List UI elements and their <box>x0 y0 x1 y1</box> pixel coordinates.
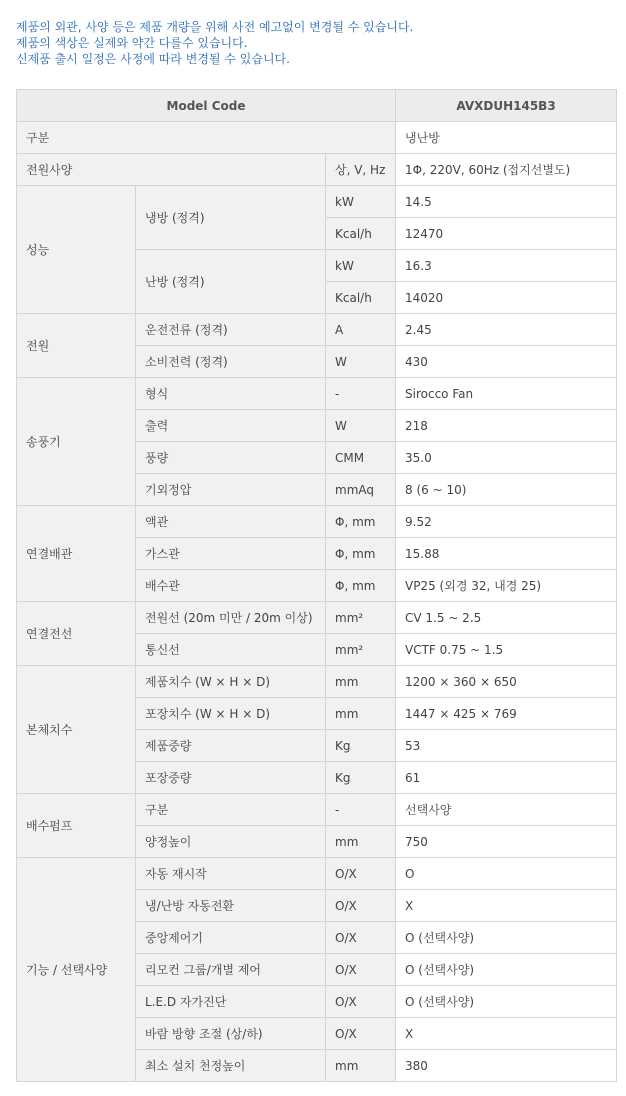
group-fan: 송풍기 <box>17 378 136 506</box>
item-cell: 자동 재시작 <box>136 858 326 890</box>
value-cell: O (선택사양) <box>396 986 617 1018</box>
item-cell: 중앙제어기 <box>136 922 326 954</box>
item-cell: 가스관 <box>136 538 326 570</box>
item-cell: 출력 <box>136 410 326 442</box>
item-cell: 형식 <box>136 378 326 410</box>
item-cell: 바람 방향 조절 (상/하) <box>136 1018 326 1050</box>
power-spec-value: 1Φ, 220V, 60Hz (접지선별도) <box>396 154 617 186</box>
unit-cell: O/X <box>326 986 396 1018</box>
item-cell: 포장치수 (W × H × D) <box>136 698 326 730</box>
notice-line: 신제품 출시 일정은 사정에 따라 변경될 수 있습니다. <box>16 52 290 66</box>
unit-cell: Kg <box>326 762 396 794</box>
value-cell: 선택사양 <box>396 794 617 826</box>
value-cell: 8 (6 ~ 10) <box>396 474 617 506</box>
table-row <box>17 666 617 698</box>
item-cell: L.E.D 자가진단 <box>136 986 326 1018</box>
unit-cell: mm <box>326 826 396 858</box>
notice-line: 제품의 외관, 사양 등은 제품 개량을 위해 사전 예고없이 변경될 수 있습니다. <box>16 20 414 34</box>
model-name-header: AVXDUH145B3 <box>396 90 617 122</box>
table-row <box>17 378 617 410</box>
unit-cell: CMM <box>326 442 396 474</box>
value-cell: 16.3 <box>396 250 617 282</box>
value-cell: Sirocco Fan <box>396 378 617 410</box>
item-cell: 제품중량 <box>136 730 326 762</box>
type-value: 냉난방 <box>396 122 617 154</box>
unit-cell: A <box>326 314 396 346</box>
unit-cell: mm <box>326 666 396 698</box>
notice-line: 제품의 색상은 실제와 약간 다를수 있습니다. <box>16 36 248 50</box>
value-cell: 14020 <box>396 282 617 314</box>
item-cell: 최소 설치 천정높이 <box>136 1050 326 1082</box>
unit-cell: Φ, mm <box>326 570 396 602</box>
unit-cell: W <box>326 410 396 442</box>
table-row <box>17 858 617 890</box>
value-cell: VCTF 0.75 ~ 1.5 <box>396 634 617 666</box>
table-row <box>17 122 617 154</box>
unit-cell: Φ, mm <box>326 538 396 570</box>
item-cell: 액관 <box>136 506 326 538</box>
unit-cell: mm² <box>326 634 396 666</box>
power-spec-label: 전원사양 <box>17 154 326 186</box>
table-row <box>17 602 617 634</box>
unit-cell: mm <box>326 698 396 730</box>
value-cell: X <box>396 890 617 922</box>
unit-cell: O/X <box>326 890 396 922</box>
group-power: 전원 <box>17 314 136 378</box>
unit-cell: - <box>326 794 396 826</box>
unit-cell: O/X <box>326 954 396 986</box>
unit-cell: mmAq <box>326 474 396 506</box>
unit-cell: mm² <box>326 602 396 634</box>
item-cell: 제품치수 (W × H × D) <box>136 666 326 698</box>
unit-cell: mm <box>326 1050 396 1082</box>
unit-cell: Φ, mm <box>326 506 396 538</box>
unit-cell: Kg <box>326 730 396 762</box>
model-code-header: Model Code <box>17 90 396 122</box>
item-cell: 포장중량 <box>136 762 326 794</box>
table-row <box>17 154 617 186</box>
group-piping: 연결배관 <box>17 506 136 602</box>
value-cell: VP25 (외경 32, 내경 25) <box>396 570 617 602</box>
unit-cell: - <box>326 378 396 410</box>
value-cell: O <box>396 858 617 890</box>
value-cell: 9.52 <box>396 506 617 538</box>
item-cell: 기외정압 <box>136 474 326 506</box>
item-cell: 통신선 <box>136 634 326 666</box>
unit-cell: Kcal/h <box>326 282 396 314</box>
value-cell: 1200 × 360 × 650 <box>396 666 617 698</box>
value-cell: 53 <box>396 730 617 762</box>
table-row <box>17 314 617 346</box>
item-cell: 풍량 <box>136 442 326 474</box>
notice-list <box>16 19 413 67</box>
item-cell: 배수관 <box>136 570 326 602</box>
unit-cell: O/X <box>326 858 396 890</box>
value-cell: 2.45 <box>396 314 617 346</box>
value-cell: O (선택사양) <box>396 954 617 986</box>
table-header-row <box>17 90 617 122</box>
unit-cell: kW <box>326 250 396 282</box>
item-cell: 양정높이 <box>136 826 326 858</box>
unit-cell: W <box>326 346 396 378</box>
unit-cell: O/X <box>326 922 396 954</box>
item-cell: 리모컨 그룹/개별 제어 <box>136 954 326 986</box>
group-pump: 배수펌프 <box>17 794 136 858</box>
value-cell: 15.88 <box>396 538 617 570</box>
value-cell: 1447 × 425 × 769 <box>396 698 617 730</box>
value-cell: 218 <box>396 410 617 442</box>
item-cell: 소비전력 (정격) <box>136 346 326 378</box>
unit-cell: Kcal/h <box>326 218 396 250</box>
value-cell: 430 <box>396 346 617 378</box>
subgroup-heating: 난방 (정격) <box>136 250 326 314</box>
item-cell: 전원선 (20m 미만 / 20m 이상) <box>136 602 326 634</box>
value-cell: X <box>396 1018 617 1050</box>
value-cell: 750 <box>396 826 617 858</box>
group-performance: 성능 <box>17 186 136 314</box>
value-cell: CV 1.5 ~ 2.5 <box>396 602 617 634</box>
value-cell: 61 <box>396 762 617 794</box>
item-cell: 운전전류 (정격) <box>136 314 326 346</box>
value-cell: 12470 <box>396 218 617 250</box>
spec-table <box>16 89 617 1082</box>
table-row <box>17 506 617 538</box>
table-row <box>17 794 617 826</box>
value-cell: O (선택사양) <box>396 922 617 954</box>
item-cell: 구분 <box>136 794 326 826</box>
subgroup-cooling: 냉방 (정격) <box>136 186 326 250</box>
group-features: 기능 / 선택사양 <box>17 858 136 1082</box>
power-spec-unit: 상, V, Hz <box>326 154 396 186</box>
value-cell: 35.0 <box>396 442 617 474</box>
group-body: 본체치수 <box>17 666 136 794</box>
value-cell: 380 <box>396 1050 617 1082</box>
item-cell: 냉/난방 자동전환 <box>136 890 326 922</box>
value-cell: 14.5 <box>396 186 617 218</box>
unit-cell: O/X <box>326 1018 396 1050</box>
group-wiring: 연결전선 <box>17 602 136 666</box>
type-label: 구분 <box>17 122 396 154</box>
table-row <box>17 186 617 218</box>
unit-cell: kW <box>326 186 396 218</box>
